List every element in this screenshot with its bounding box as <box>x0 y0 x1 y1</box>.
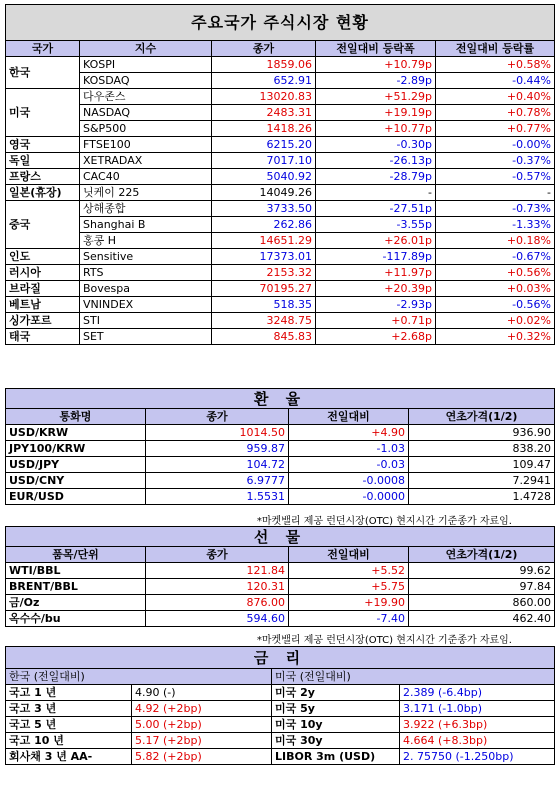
stock-country: 브라질 <box>6 281 80 297</box>
stock-change: +26.01p <box>316 233 436 249</box>
stock-row <box>6 281 555 297</box>
stock-rate: +0.77% <box>436 121 555 137</box>
stock-close: 1418.26 <box>212 121 316 137</box>
fx-change: -0.0008 <box>289 473 409 489</box>
rate-us-value: 4.664 (+8.3bp) <box>400 733 555 749</box>
fx-name: JPY100/KRW <box>6 441 146 457</box>
stock-market-table <box>5 4 555 345</box>
stock-row <box>6 329 555 345</box>
stock-row <box>6 169 555 185</box>
futures-name: BRENT/BBL <box>6 579 146 595</box>
stock-close: 3248.75 <box>212 313 316 329</box>
fx-close: 959.87 <box>146 441 289 457</box>
futures-name: WTI/BBL <box>6 563 146 579</box>
rate-us-name: 미국 10y <box>272 717 400 733</box>
rate-korea-value: 5.17 (+2bp) <box>132 733 272 749</box>
stock-close: 262.86 <box>212 217 316 233</box>
fx-change: -1.03 <box>289 441 409 457</box>
stock-close: 17373.01 <box>212 249 316 265</box>
stock-index-name: 닛케이 225 <box>80 185 212 201</box>
stock-change: -28.79p <box>316 169 436 185</box>
stock-change: -3.55p <box>316 217 436 233</box>
rate-korea-value: 4.90 (-) <box>132 685 272 701</box>
rate-korea-name: 국고 5 년 <box>6 717 132 733</box>
fx-close: 1.5531 <box>146 489 289 505</box>
stock-index-name: Shanghai B <box>80 217 212 233</box>
fx-ytd: 1.4728 <box>409 489 555 505</box>
stock-row <box>6 233 555 249</box>
futures-name: 옥수수/bu <box>6 611 146 627</box>
rate-us-value: 3.171 (-1.0bp) <box>400 701 555 717</box>
stock-country: 중국 <box>6 201 80 249</box>
stock-rate: -1.33% <box>436 217 555 233</box>
stock-row <box>6 297 555 313</box>
stock-change: +2.68p <box>316 329 436 345</box>
rate-us-value: 3.922 (+6.3bp) <box>400 717 555 733</box>
stock-index-name: VNINDEX <box>80 297 212 313</box>
fx-col-header-ytd: 연초가격(1/2) <box>409 409 555 425</box>
stock-row <box>6 73 555 89</box>
stock-country: 인도 <box>6 249 80 265</box>
fx-ytd: 936.90 <box>409 425 555 441</box>
stock-rate: +0.03% <box>436 281 555 297</box>
futures-close: 120.31 <box>146 579 289 595</box>
fx-ytd: 838.20 <box>409 441 555 457</box>
fx-row <box>6 489 555 505</box>
stock-country: 러시아 <box>6 265 80 281</box>
rates-korea-header: 한국 (전일대비) <box>6 669 272 685</box>
stock-index-name: KOSPI <box>80 57 212 73</box>
rates-row <box>6 685 555 701</box>
stock-rate: -0.73% <box>436 201 555 217</box>
rate-korea-value: 4.92 (+2bp) <box>132 701 272 717</box>
stock-country: 프랑스 <box>6 169 80 185</box>
stock-change: +10.79p <box>316 57 436 73</box>
futures-row <box>6 595 555 611</box>
stock-rate: - <box>436 185 555 201</box>
stock-close: 518.35 <box>212 297 316 313</box>
fx-note: *마켓밸리 제공 런던시장(OTC) 현지시간 기준종가 자료임. <box>256 516 512 527</box>
col-header-country: 국가 <box>6 41 80 57</box>
rate-us-value: 2. 75750 (-1.250bp) <box>400 749 555 765</box>
stock-index-name: S&P500 <box>80 121 212 137</box>
stock-rate: +0.58% <box>436 57 555 73</box>
futures-row <box>6 579 555 595</box>
stock-rate: -0.67% <box>436 249 555 265</box>
stock-close: 845.83 <box>212 329 316 345</box>
rates-row <box>6 717 555 733</box>
stock-close: 6215.20 <box>212 137 316 153</box>
stock-close: 14049.26 <box>212 185 316 201</box>
stock-rate: +0.56% <box>436 265 555 281</box>
fx-col-header-name: 통화명 <box>6 409 146 425</box>
stock-change: -27.51p <box>316 201 436 217</box>
stock-rate: +0.18% <box>436 233 555 249</box>
rates-title: 금 리 <box>6 647 555 669</box>
stock-rate: -0.57% <box>436 169 555 185</box>
fut-col-header-close: 종가 <box>146 547 289 563</box>
rate-korea-value: 5.00 (+2bp) <box>132 717 272 733</box>
stock-rate: +0.40% <box>436 89 555 105</box>
stock-row <box>6 185 555 201</box>
stock-change: -117.89p <box>316 249 436 265</box>
stock-change: -2.93p <box>316 297 436 313</box>
fut-col-header-change: 전일대비 <box>289 547 409 563</box>
col-header-index: 지수 <box>80 41 212 57</box>
stock-country: 싱가포르 <box>6 313 80 329</box>
futures-close: 876.00 <box>146 595 289 611</box>
stock-rate: +0.02% <box>436 313 555 329</box>
futures-title: 선 물 <box>6 527 555 547</box>
rate-us-value: 2.389 (-6.4bp) <box>400 685 555 701</box>
stock-change: +10.77p <box>316 121 436 137</box>
stock-index-name: 다우존스 <box>80 89 212 105</box>
stock-index-name: FTSE100 <box>80 137 212 153</box>
fx-name: USD/JPY <box>6 457 146 473</box>
stock-row <box>6 201 555 217</box>
futures-ytd: 99.62 <box>409 563 555 579</box>
futures-change: +19.90 <box>289 595 409 611</box>
futures-close: 121.84 <box>146 563 289 579</box>
stock-close: 3733.50 <box>212 201 316 217</box>
stock-country: 영국 <box>6 137 80 153</box>
fx-table <box>5 388 555 505</box>
stock-row <box>6 137 555 153</box>
stock-close: 13020.83 <box>212 89 316 105</box>
futures-table <box>5 526 555 627</box>
stock-rate: -0.56% <box>436 297 555 313</box>
rate-korea-value: 5.82 (+2bp) <box>132 749 272 765</box>
stock-rate: +0.32% <box>436 329 555 345</box>
fut-col-header-ytd: 연초가격(1/2) <box>409 547 555 563</box>
rate-korea-name: 회사채 3 년 AA- <box>6 749 132 765</box>
rates-row <box>6 701 555 717</box>
stock-country: 미국 <box>6 89 80 137</box>
futures-change: +5.52 <box>289 563 409 579</box>
futures-table-body <box>6 563 555 627</box>
stock-row <box>6 153 555 169</box>
stock-country: 일본(휴장) <box>6 185 80 201</box>
stock-row <box>6 89 555 105</box>
stock-country: 한국 <box>6 57 80 89</box>
futures-ytd: 860.00 <box>409 595 555 611</box>
stock-close: 5040.92 <box>212 169 316 185</box>
rates-row <box>6 733 555 749</box>
fx-row <box>6 457 555 473</box>
stock-country: 베트남 <box>6 297 80 313</box>
fx-name: USD/CNY <box>6 473 146 489</box>
stock-change: - <box>316 185 436 201</box>
stock-country: 독일 <box>6 153 80 169</box>
stock-row <box>6 105 555 121</box>
fx-ytd: 7.2941 <box>409 473 555 489</box>
stock-row <box>6 313 555 329</box>
stock-index-name: SET <box>80 329 212 345</box>
fx-table-body <box>6 425 555 505</box>
stock-change: -2.89p <box>316 73 436 89</box>
stock-close: 2483.31 <box>212 105 316 121</box>
stock-change: -0.30p <box>316 137 436 153</box>
stock-index-name: XETRADAX <box>80 153 212 169</box>
stock-change: +20.39p <box>316 281 436 297</box>
stock-close: 2153.32 <box>212 265 316 281</box>
futures-change: +5.75 <box>289 579 409 595</box>
stock-rate: -0.44% <box>436 73 555 89</box>
col-header-rate: 전일대비 등락률 <box>436 41 555 57</box>
fx-row <box>6 473 555 489</box>
fx-name: EUR/USD <box>6 489 146 505</box>
stock-index-name: KOSDAQ <box>80 73 212 89</box>
stock-index-name: Sensitive <box>80 249 212 265</box>
futures-ytd: 462.40 <box>409 611 555 627</box>
stock-close: 70195.27 <box>212 281 316 297</box>
fx-title: 환 율 <box>6 389 555 409</box>
stock-change: +51.29p <box>316 89 436 105</box>
stock-index-name: CAC40 <box>80 169 212 185</box>
stock-row <box>6 249 555 265</box>
rate-us-name: 미국 5y <box>272 701 400 717</box>
fx-change: -0.03 <box>289 457 409 473</box>
col-header-close: 종가 <box>212 41 316 57</box>
futures-close: 594.60 <box>146 611 289 627</box>
fx-row <box>6 441 555 457</box>
stock-table-body <box>6 57 555 345</box>
stock-table-title: 주요국가 주식시장 현황 <box>6 5 555 41</box>
futures-note: *마켓밸리 제공 런던시장(OTC) 현지시간 기준종가 자료임. <box>256 635 512 646</box>
stock-index-name: 상해종합 <box>80 201 212 217</box>
stock-country: 태국 <box>6 329 80 345</box>
stock-index-name: 홍콩 H <box>80 233 212 249</box>
stock-row <box>6 265 555 281</box>
stock-index-name: RTS <box>80 265 212 281</box>
fut-col-header-name: 품목/단위 <box>6 547 146 563</box>
rate-us-name: LIBOR 3m (USD) <box>272 749 400 765</box>
fx-close: 1014.50 <box>146 425 289 441</box>
stock-close: 14651.29 <box>212 233 316 249</box>
stock-rate: -0.00% <box>436 137 555 153</box>
col-header-change: 전일대비 등락폭 <box>316 41 436 57</box>
stock-index-name: STI <box>80 313 212 329</box>
rates-row <box>6 749 555 765</box>
stock-index-name: Bovespa <box>80 281 212 297</box>
fx-name: USD/KRW <box>6 425 146 441</box>
stock-row <box>6 57 555 73</box>
futures-row <box>6 563 555 579</box>
fx-change: +4.90 <box>289 425 409 441</box>
fx-close: 6.9777 <box>146 473 289 489</box>
stock-row <box>6 121 555 137</box>
futures-row <box>6 611 555 627</box>
interest-rates-table <box>5 646 555 765</box>
stock-index-name: NASDAQ <box>80 105 212 121</box>
rates-us-header: 미국 (전일대비) <box>272 669 555 685</box>
stock-close: 7017.10 <box>212 153 316 169</box>
stock-row <box>6 217 555 233</box>
futures-change: -7.40 <box>289 611 409 627</box>
stock-change: +0.71p <box>316 313 436 329</box>
rate-korea-name: 국고 10 년 <box>6 733 132 749</box>
futures-ytd: 97.84 <box>409 579 555 595</box>
rate-korea-name: 국고 1 년 <box>6 685 132 701</box>
fx-col-header-change: 전일대비 <box>289 409 409 425</box>
stock-change: +11.97p <box>316 265 436 281</box>
fx-close: 104.72 <box>146 457 289 473</box>
stock-rate: +0.78% <box>436 105 555 121</box>
fx-col-header-close: 종가 <box>146 409 289 425</box>
stock-change: +19.19p <box>316 105 436 121</box>
rate-korea-name: 국고 3 년 <box>6 701 132 717</box>
futures-name: 금/Oz <box>6 595 146 611</box>
stock-change: -26.13p <box>316 153 436 169</box>
rates-table-body <box>6 685 555 765</box>
stock-close: 652.91 <box>212 73 316 89</box>
fx-ytd: 109.47 <box>409 457 555 473</box>
fx-row <box>6 425 555 441</box>
rate-us-name: 미국 2y <box>272 685 400 701</box>
stock-close: 1859.06 <box>212 57 316 73</box>
fx-change: -0.0000 <box>289 489 409 505</box>
stock-rate: -0.37% <box>436 153 555 169</box>
rate-us-name: 미국 30y <box>272 733 400 749</box>
